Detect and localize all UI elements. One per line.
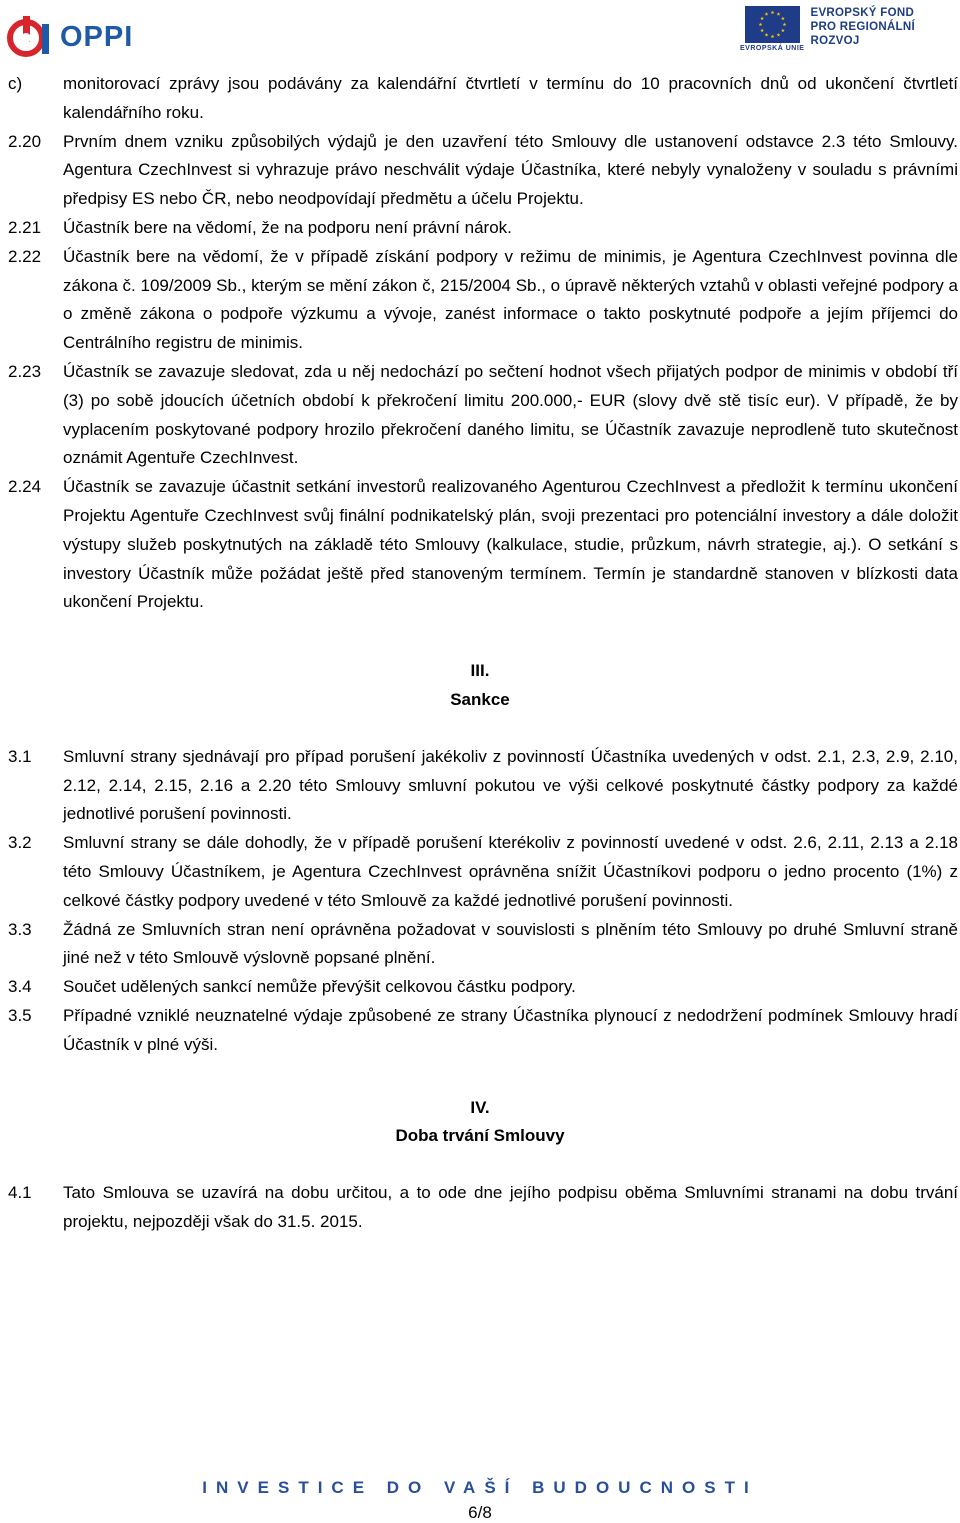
clause-text: Účastník bere na vědomí, že na podporu není právní nárok. xyxy=(63,217,512,237)
clause-text: Tato Smlouva se uzavírá na dobu určitou, a to ode dne jejího podpisu oběma Smluvními stranami na dobu trvání projektu, nejpozději však do 31.5. 2015. xyxy=(63,1183,958,1231)
clause-text: Žádná ze Smluvních stran není oprávněna požadovat v souvislosti s plněním této Smlouvy po druhé Smluvní straně jiné než v této Smlouvě výslovně popsané plnění. xyxy=(63,919,958,968)
eu-fund-line: EVROPSKÝ FOND xyxy=(810,7,915,19)
clause-2-22 xyxy=(0,243,960,358)
clause-text: Účastník se zavazuje účastnit setkání investorů realizovaného Agenturou CzechInvest a předložit k termínu ukončení Projektu Agentuře CzechInvest svůj finální podnikatelský plán, svoji prezentaci pro potenciální investory a dále doložit výstupy služeb poskytnutých na základě této Smlouvy (kalkulace, studie, průzkum, návrh strategie, aj.). O setkání s investory Účastník může požádat ještě před stanoveným termínem. Termín je standardně stanoven v blízkosti data ukončení Projektu. xyxy=(63,477,958,612)
clause-text: Prvním dnem vzniku způsobilých výdajů je den uzavření této Smlouvy dle ustanovení odstavce 2.3 této Smlouvy. Agentura CzechInvest si vyhrazuje právo neschválit výdaje Účastníka, které nebyly vynaloženy v souladu s právními předpisy ES nebo ČR, nebo neodpovídají předmětu a účelu Projektu. xyxy=(63,131,958,209)
page-header xyxy=(0,0,960,62)
clause-number: 3.5 xyxy=(8,1005,32,1025)
clause-3-5 xyxy=(0,1002,960,1060)
clause-3-1 xyxy=(0,743,960,829)
clause-text: Účastník bere na vědomí, že v případě získání podpory v režimu de minimis, je Agentura CzechInvest povinna dle zákona č. 109/2009 Sb., kterým se mění zákon č, 215/2004 Sb., o úpravě některých vztahů v oblasti veřejné podpory a o změně zákona o podpoře výzkumu a vývoje, zanést informace o takto poskytnuté podpoře a jejím příjemci do Centrálního registru de minimis. xyxy=(63,246,958,353)
clause-number: 3.2 xyxy=(8,833,32,853)
eu-union-label: EVROPSKÁ UNIE xyxy=(740,45,805,52)
oppi-logo xyxy=(4,14,133,60)
clause-number: 4.1 xyxy=(8,1183,32,1203)
clause-number: 3.3 xyxy=(8,919,32,939)
eu-fund-line: ROZVOJ xyxy=(810,35,860,47)
clause-text: Součet udělených sankcí nemůže převýšit celkovou částku podpory. xyxy=(63,977,576,997)
section-4-title: Doba trvání Smlouvy xyxy=(395,1126,565,1146)
section-3-number: III. xyxy=(470,661,490,681)
page-number: 6/8 xyxy=(468,1503,492,1522)
footer-slogan: INVESTICE DO VAŠÍ BUDOUCNOSTI xyxy=(202,1478,758,1497)
clause-4-1 xyxy=(0,1179,960,1237)
eu-fund-text xyxy=(810,6,915,48)
section-3-title: Sankce xyxy=(450,689,510,709)
clause-number: 2.21 xyxy=(8,217,42,237)
clause-number: 3.4 xyxy=(8,977,32,997)
clause-3-4 xyxy=(0,973,960,1002)
clause-number: 2.20 xyxy=(8,131,42,151)
eu-flag-icon xyxy=(745,6,800,43)
clause-text: monitorovací zprávy jsou podávány za kalendářní čtvrtletí v termínu do 10 pracovních dnů od ukončení čtvrtletí kalendářního roku. xyxy=(63,74,958,122)
oppi-logo-text: OPPI xyxy=(60,20,134,53)
clause-2-24 xyxy=(0,473,960,617)
clause-text: Smluvní strany se dále dohodly, že v případě porušení kterékoliv z povinností uvedené v odst. 2.6, 2.11, 2.13 a 2.18 této Smlouvy Účastníkem, je Agentura CzechInvest oprávněna snížit Účastníkovi podporu o jedno procento (1%) z celkové částky podpory uvedené v této Smlouvě za každé jednotlivé porušení povinnosti. xyxy=(63,833,958,910)
clause-number: 3.1 xyxy=(8,746,32,766)
clause-text: Smluvní strany sjednávají pro případ porušení jakékoliv z povinností Účastníka uvedených v odst. 2.1, 2.3, 2.9, 2.10, 2.12, 2.14, 2.15, 2.16 a 2.20 této Smlouvy smluvní pokutou ve výši celkové poskytnuté částky podpory za každé jednotlivé porušení povinnosti. xyxy=(63,746,958,824)
clause-number: 2.23 xyxy=(8,361,42,381)
clause-2-20 xyxy=(0,128,960,214)
clause-3-2 xyxy=(0,829,960,915)
clause-3-3 xyxy=(0,916,960,974)
clause-text: Případné vzniklé neuznatelné výdaje způsobené ze strany Účastníka plynoucí z nedodržení podmínek Smlouvy hradí Účastník v plné výši. xyxy=(63,1005,958,1054)
clause-text: Účastník se zavazuje sledovat, zda u něj nedochází po sečtení hodnot všech přijatých podpor de minimis v období tří (3) po sobě jdoucích účetních období k překročení limitu 200.000,- EUR (slovy dvě stě tisíc eur). V případě, že by vyplacením poskytované podpory hrozilo překročení daného limitu, se Účastník zavazuje neprodleně tuto skutečnost oznámit Agentuře CzechInvest. xyxy=(63,361,958,468)
clause-2-23 xyxy=(0,358,960,473)
eu-fund-logo xyxy=(740,6,915,52)
clause-number: c) xyxy=(8,74,23,93)
clause-2-21 xyxy=(0,214,960,243)
clause-number: 2.22 xyxy=(8,246,42,266)
clause-number: 2.24 xyxy=(8,477,42,497)
document-body xyxy=(0,70,960,1237)
section-4-number: IV. xyxy=(470,1097,490,1117)
oppi-mark-icon xyxy=(4,14,56,60)
clause-c xyxy=(0,70,960,128)
eu-fund-line: PRO REGIONÁLNÍ xyxy=(810,21,915,33)
